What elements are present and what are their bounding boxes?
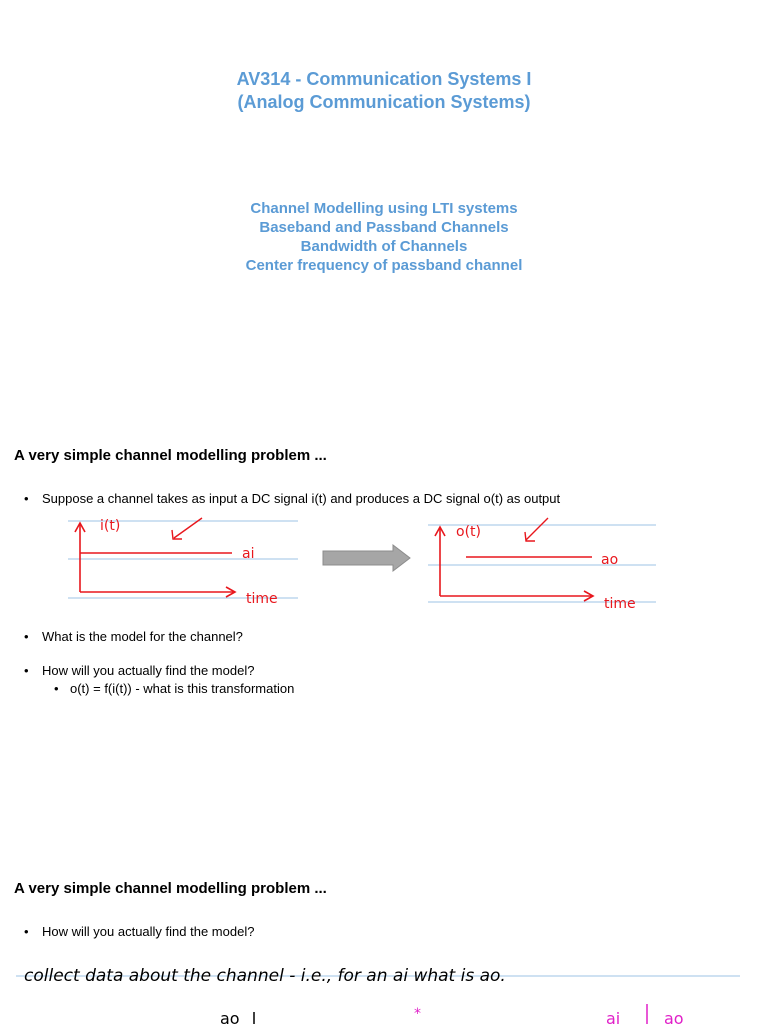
topic-2: Baseband and Passband Channels: [259, 219, 509, 236]
bullet-find-model: • How will you actually find the model?: [42, 663, 254, 678]
output-signal-label: o(t): [456, 524, 481, 540]
output-time-label: time: [604, 596, 636, 612]
topic-1: Channel Modelling using LTI systems: [250, 200, 518, 217]
course-title-line1: AV314 - Communication Systems I: [236, 69, 532, 89]
input-signal-label: i(t): [100, 518, 121, 534]
bullet-model-question: • What is the model for the channel?: [42, 629, 243, 644]
output-signal-graph: [426, 512, 666, 612]
handwritten-ao-axis: ao: [220, 1009, 240, 1024]
slide3-heading: A very simple channel modelling problem ...: [14, 880, 327, 897]
slide2-heading: A very simple channel modelling problem ...: [14, 447, 327, 464]
input-level-label: ai: [242, 546, 255, 562]
handwritten-star: *: [414, 1006, 421, 1022]
handwritten-notes: [14, 954, 754, 1024]
handwritten-ai-column: ai: [606, 1009, 621, 1024]
bullet-dc-signal: • Suppose a channel takes as input a DC signal i(t) and produces a DC signal o(t) as output: [42, 491, 560, 506]
topic-3: Bandwidth of Channels: [300, 238, 468, 255]
handwritten-ao-column: ao: [664, 1009, 684, 1024]
input-time-label: time: [246, 591, 278, 607]
sub-bullet-transformation: • o(t) = f(i(t)) - what is this transformation: [70, 681, 294, 696]
channel-arrow-icon: [322, 544, 412, 574]
topic-4: Center frequency of passband channel: [245, 257, 523, 274]
output-level-label: ao: [601, 552, 619, 568]
handwritten-collect-data: collect data about the channel - i.e., for an ai what is ao.: [24, 966, 506, 986]
bullet-find-model-2: • How will you actually find the model?: [42, 924, 254, 939]
course-title-line2: (Analog Communication Systems): [237, 92, 531, 112]
input-signal-graph: [66, 512, 306, 612]
